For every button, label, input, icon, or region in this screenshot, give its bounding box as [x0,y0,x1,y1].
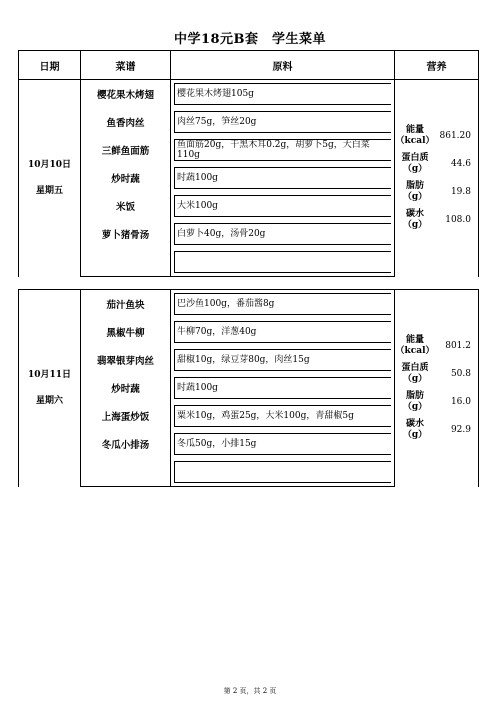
nutrition-name: 能量 [405,125,424,136]
ingredients-cell [171,430,395,458]
menu-table [18,50,479,487]
dish-name: 黑椒牛柳 [81,318,171,346]
nutrition-unit: （g） [402,164,428,175]
nutrition-name: 脂肪 [405,181,424,192]
dish-name: 樱花果木烤翅 [81,80,171,109]
day-spacer [19,277,479,290]
ingredients-text: 时蔬100g [174,377,391,399]
nutrition-name: 能量 [405,335,424,346]
nutrition-label [395,153,435,175]
weekday-text: 星期六 [35,396,63,407]
dish-name: 米饭 [81,192,171,220]
dish-name: 三鲜鱼面筋 [81,136,171,164]
header-nutrition: 营养 [395,51,479,80]
ingredients-cell [171,318,395,346]
nutrition-unit: （g） [402,192,428,203]
date-text: 10月11日 [27,370,72,381]
ingredients-text [174,461,391,483]
dish-name [81,248,171,277]
page-title: 中学18元B套 学生菜单 [173,32,327,47]
page-footer: 第 2 页，共 2 页 [223,687,277,695]
nutrition-value: 92.9 [450,425,471,436]
dish-name: 炒时蔬 [81,164,171,192]
dish-name: 萝卜猪骨汤 [81,220,171,248]
nutrition-value: 108.0 [445,215,471,226]
ingredients-cell [171,108,395,136]
nutrition-label [395,335,435,357]
ingredients-cell [171,136,395,164]
dish-name: 鱼香肉丝 [81,108,171,136]
ingredients-cell [171,192,395,220]
nutrition-value: 19.8 [450,187,471,198]
dish-name: 上海蛋炒饭 [81,402,171,430]
ingredients-cell [171,248,395,277]
ingredients-text: 肉丝75g，笋丝20g [174,111,391,133]
date-cell [19,80,81,277]
header-ingredients: 原料 [171,51,395,80]
nutrition-unit: （g） [402,374,428,385]
nutrition-name: 蛋白质 [401,153,429,164]
nutrition-label [395,363,435,385]
ingredients-cell [171,220,395,248]
ingredients-text: 鱼面筋20g，干黑木耳0.2g，胡萝卜5g，大白菜110g [174,139,391,161]
nutrition-unit: （kcal） [395,136,435,147]
ingredients-text: 牛柳70g，洋葱40g [174,321,391,343]
ingredients-text: 大米100g [174,195,391,217]
ingredients-cell [171,290,395,319]
nutrition-unit: （kcal） [395,346,435,357]
nutrition-value: 50.8 [450,369,471,380]
dish-name [81,458,171,487]
ingredients-text: 时蔬100g [174,167,391,189]
date-text: 10月10日 [27,160,72,171]
nutrition-name: 脂肪 [405,391,424,402]
ingredients-cell [171,164,395,192]
nutrition-value: 44.6 [450,159,471,170]
ingredients-cell [171,458,395,487]
nutrition-label [395,209,435,231]
nutrition-cell [395,290,479,487]
nutrition-label [395,125,435,147]
ingredients-text: 冬瓜50g，小排15g [174,433,391,455]
ingredients-cell [171,374,395,402]
table-header-row [19,51,479,80]
ingredients-text: 甜椒10g，绿豆芽80g，肉丝15g [174,349,391,371]
nutrition-value: 801.2 [445,341,471,352]
ingredients-cell [171,346,395,374]
dish-name: 冬瓜小排汤 [81,430,171,458]
nutrition-label [395,419,435,441]
dish-name: 茄汁鱼块 [81,290,171,319]
nutrition-grid [395,125,478,231]
nutrition-cell [395,80,479,277]
dish-name: 炒时蔬 [81,374,171,402]
nutrition-name: 碳水 [405,209,424,220]
nutrition-name: 蛋白质 [401,363,429,374]
dish-row [19,80,479,109]
ingredients-text: 粟米10g，鸡蛋25g，大米100g，青甜椒5g [174,405,391,427]
ingredients-text: 巴沙鱼100g，番茄酱8g [174,293,391,315]
ingredients-text [174,251,391,273]
date-cell [19,290,81,487]
nutrition-grid [395,335,478,441]
nutrition-unit: （g） [402,220,428,231]
dish-row [19,290,479,319]
nutrition-unit: （g） [402,430,428,441]
nutrition-value: 16.0 [450,397,471,408]
nutrition-label [395,181,435,203]
nutrition-label [395,391,435,413]
nutrition-value: 861.20 [439,131,471,142]
nutrition-unit: （g） [402,402,428,413]
header-dish: 菜谱 [81,51,171,80]
header-date: 日期 [19,51,81,80]
dish-name: 翡翠银芽肉丝 [81,346,171,374]
ingredients-cell [171,80,395,109]
nutrition-name: 碳水 [405,419,424,430]
ingredients-text: 白萝卜40g，汤骨20g [174,223,391,245]
ingredients-cell [171,402,395,430]
weekday-text: 星期五 [35,186,63,197]
ingredients-text: 樱花果木烤翅105g [174,83,391,105]
